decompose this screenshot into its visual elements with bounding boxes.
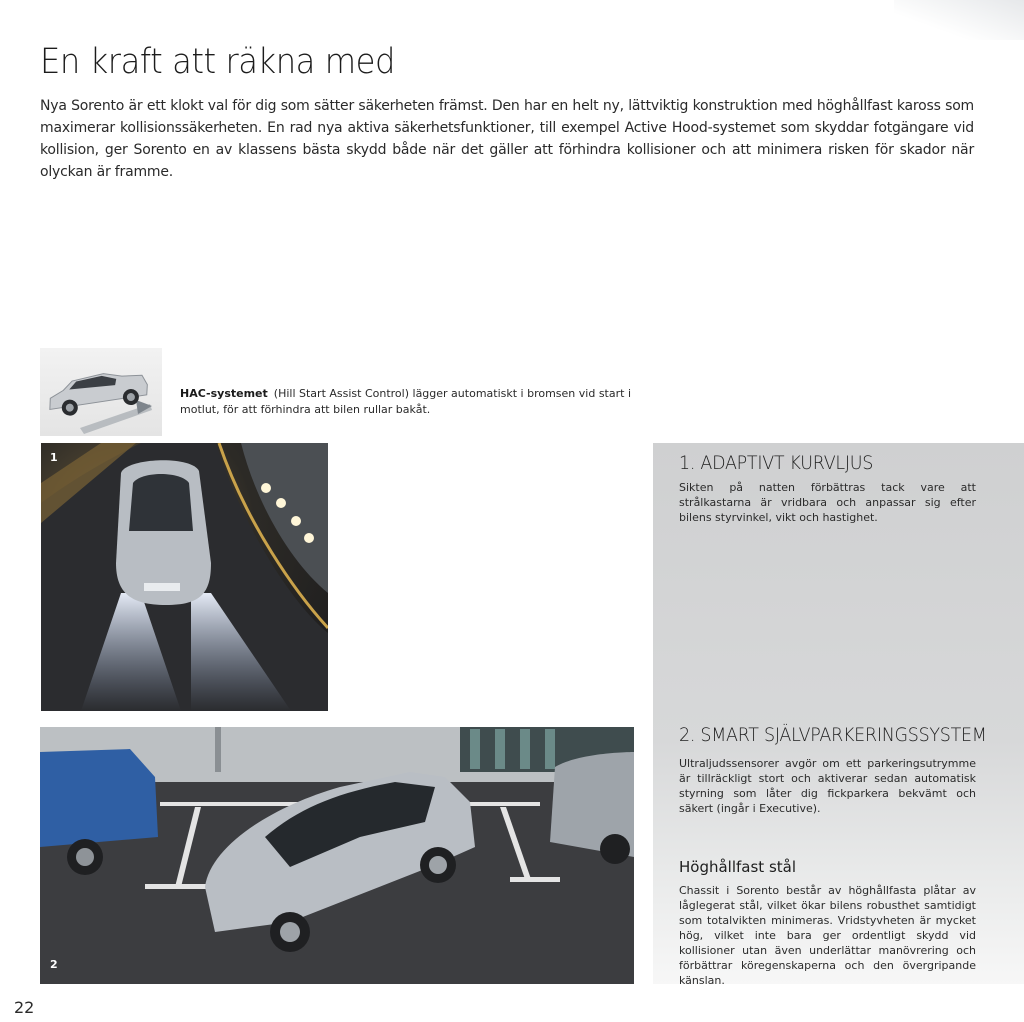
photo-number-2: 2 (50, 958, 58, 971)
hac-text: (Hill Start Assist Control) lägger automatiskt i bromsen vid start i motlut, för att förhindra att bilen rullar bakåt. (180, 387, 631, 416)
hac-car-image (40, 348, 162, 436)
section-title-steel: Höghållfast stål (679, 858, 797, 876)
section-title-self-parking: 2. SMART SJÄLVPARKERINGSSYSTEM (679, 724, 987, 746)
page-number: 22 (14, 998, 35, 1017)
section-body-steel: Chassit i Sorento består av höghållfasta plåtar av låglegerat stål, vilket ökar bilens robusthet samtidigt som totalvikten minimeras. Vridstyvheten är mycket hög, vilket inte bara ger ordentligt skydd vid kollisioner utan även underlättar manövrering och förbättrar köregenskaperna och den övergripande känslan. (679, 884, 976, 987)
section-title-adaptive-lights: 1. ADAPTIVT KURVLJUS (679, 452, 874, 474)
section-body-adaptive-lights: Sikten på natten förbättras tack vare att strålkastarna är vridbara och anpassar sig efter bilens styrvinkel, vikt och hastighet. (679, 481, 976, 524)
self-parking-photo (40, 727, 634, 984)
corner-shade (894, 0, 1024, 40)
photo-number-1: 1 (50, 451, 58, 464)
intro-paragraph: Nya Sorento är ett klokt val för dig som sätter säkerheten främst. Den har en helt ny, lättviktig konstruktion med höghållfast kaross som maximerar kollisionssäkerheten. En rad nya aktiva säkerhetsfunktioner, till exempel Active Hood-systemet som skyddar fotgängare vid kollision, ger Sorento en av klassens bästa skydd både när det gäller att förhindra kollisioner och att minimera risken för skador när olyckan är framme. (40, 98, 974, 180)
page-title: En kraft att räkna med (40, 42, 395, 82)
hac-label: HAC-systemet (180, 387, 268, 400)
adaptive-headlights-photo (41, 443, 328, 711)
hac-description (180, 386, 640, 418)
section-body-self-parking: Ultraljudssensorer avgör om ett parkeringsutrymme är tillräckligt stort och aktiverar sedan automatisk styrning som låter dig fickparkera bekvämt och säkert (ingår i Executive). (679, 757, 976, 815)
